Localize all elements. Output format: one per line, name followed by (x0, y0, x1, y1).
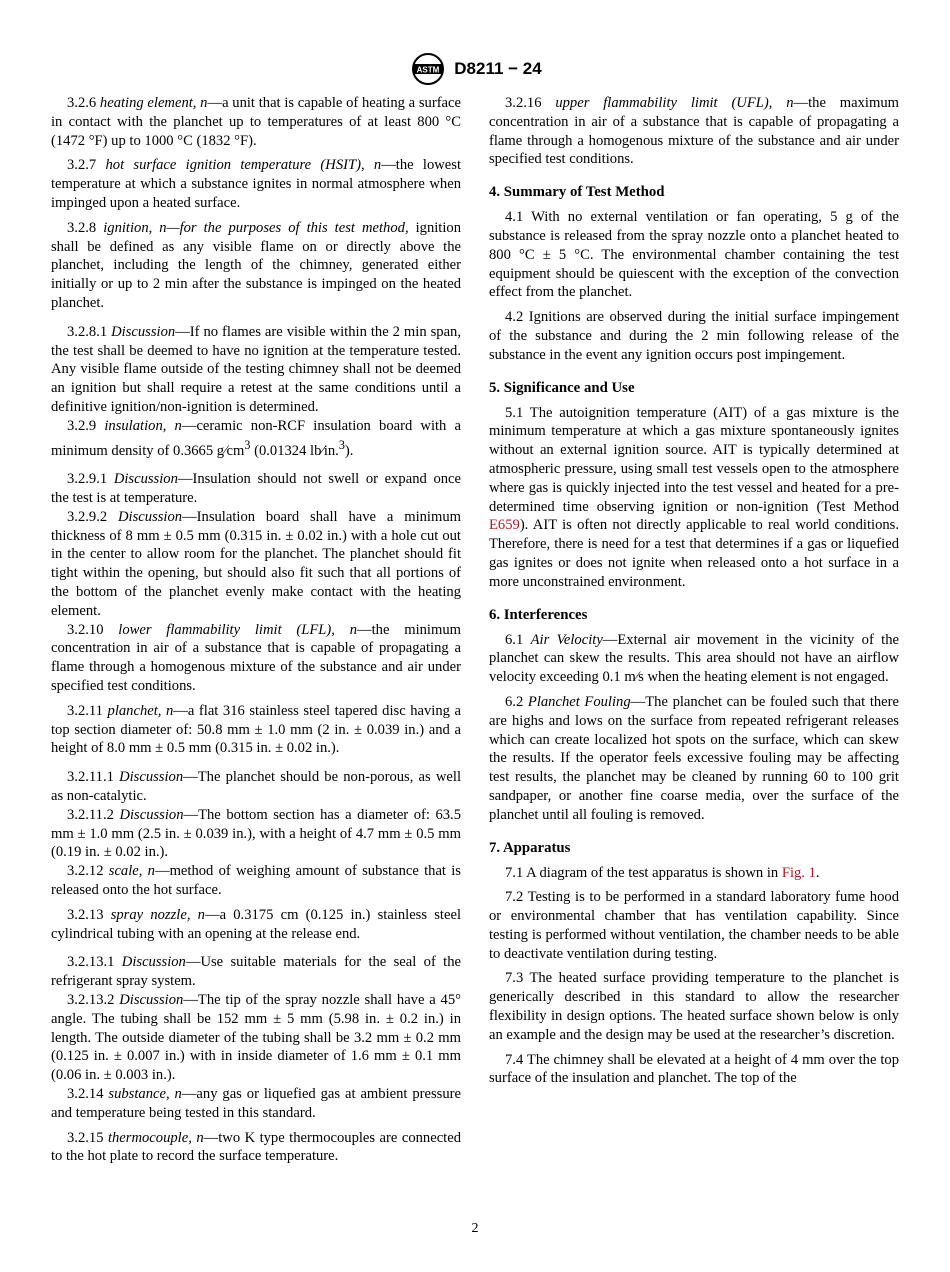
definition-3-2-11: 3.2.11 planchet, n—a flat 316 stainless steel tapered disc having a top section diameter of: 50.8 mm ± 1.0 mm (2 in. ± 0.039 in.) and a height of 8.0 mm ± 0.5 mm (0.315 in. ± 0.02 in.). (51, 702, 461, 757)
link-e659[interactable]: E659 (489, 517, 520, 534)
paragraph-6-2: 6.2 Planchet Fouling—The planchet can be fouled such that there are highs and lows on the surface from repeated refrigerant releases which can create localized hot spots on the surface, which can skew the results. If the operator feels excessive fouling may be affecting test results, the planchet may be cleaned by running 60 to 100 grit sandpaper, or another fine coarse media, over the surface of the planchet until all fouling is removed. (489, 693, 899, 823)
paragraph-4-1: 4.1 With no external ventilation or fan operating, 5 g of the substance is released from the spray nozzle onto a planchet heated to 800 °C ± 5 °C. The environmental chamber containing the test equipment should be quiescent with the exception of the convection effect from the planchet. (489, 209, 899, 301)
left-column (51, 94, 461, 1166)
discussion-3-2-13-2: 3.2.13.2 Discussion—The tip of the spray nozzle shall have a 45° angle. The tubing shall be 152 mm ± 5 mm (5.98 in. ± 0.2 in.) in length. The outside diameter of the tubing shall be 3.2 mm ± 0.2 mm (0.125 in. ± 0.007 in.) with in inside diameter of 1.6 mm ± 0.1 mm (0.06 in. ± 0.003 in.). (51, 991, 461, 1084)
paragraph-4-2: 4.2 Ignitions are observed during the initial surface impingement of the substance and during the 2 min following release of the substance in the event any ignition occurs post impingement. (489, 309, 899, 363)
definition-3-2-6: 3.2.6 heating element, n—a unit that is capable of heating a surface in contact with the planchet up to temperatures of at least 800 °C (1472 °F) up to 1000 °C (1832 °F). (51, 95, 461, 149)
document-id: D8211 − 24 (454, 59, 542, 78)
definition-3-2-8: 3.2.8 ignition, n—for the purposes of this test method, ignition shall be defined as any visible flame on or directly above the planchet, including the length of the chimney, generated either initially or up to 2 min after the substance is impinged on the heated planchet. (51, 219, 462, 311)
page-header (0, 52, 950, 88)
paragraph-7-3: 7.3 The heated surface providing temperature to the planchet is generically described in this standard to allow the researcher flexibility in design options. The heated surface shown below is only an example and the design may be used at the researcher’s discretion. (489, 970, 899, 1043)
section-heading-4: 4. Summary of Test Method (489, 184, 665, 201)
link-fig-1[interactable]: Fig. 1 (781, 864, 816, 881)
paragraph-7-4: 7.4 The chimney shall be elevated at a height of 4 mm over the top surface of the insulation and planchet. The top of the (489, 1051, 899, 1087)
astm-logo-icon (408, 52, 448, 86)
discussion-3-2-11-2: 3.2.11.2 Discussion—The bottom section has a diameter of: 63.5 mm ± 1.0 mm (2.5 in. ± 0.039 in.), with a height of 4.7 mm ± 0.5 mm (0.19 in. ± 0.02 in.). (51, 806, 461, 861)
section-heading-7: 7. Apparatus (489, 839, 571, 856)
definition-3-2-15: 3.2.15 thermocouple, n—two K type thermocouples are connected to the hot plate to record the surface temperature. (51, 1129, 461, 1165)
paragraph-7-1: 7.1 A diagram of the test apparatus is shown in Fig. 1. (505, 864, 820, 881)
definition-3-2-10: 3.2.10 lower flammability limit (LFL), n—the minimum concentration in air of a substance that is capable of propagating a flame through a homogenous mixture of the substance and air under specified test conditions. (51, 621, 461, 694)
discussion-3-2-13-1: 3.2.13.1 Discussion—Use suitable materials for the seal of the refrigerant spray system. (51, 954, 461, 990)
discussion-3-2-9-2: 3.2.9.2 Discussion—Insulation board shall have a minimum thickness of 8 mm ± 0.5 mm (0.315 in. ± 0.02 in.) with a hole cut out in the center to allow room for the planchet. The planchet should fit tight within the opening, but should also fit such that all portions of the bottom of the planchet evenly make contact with the heating element. (51, 508, 461, 619)
definition-3-2-9: 3.2.9 insulation, n—ceramic non-RCF insulation board with a minimum density of 0.3665 $g⁄cm^3$ (0.01324 lb⁄in.$^3$). (51, 417, 461, 459)
definition-3-2-14: 3.2.14 substance, n—any gas or liquefied gas at ambient pressure and temperature being tested in this standard. (51, 1085, 461, 1121)
page-number: 2 (471, 1221, 479, 1236)
section-heading-6: 6. Interferences (489, 606, 588, 623)
discussion-3-2-8-1: 3.2.8.1 Discussion—If no flames are visible within the 2 min span, the test shall be deemed to have no ignition at the temperature tested. Any visible flame outside of the testing chimney shall not be deemed an ignition but shall require a retest at the same conditions until a definitive ignition/non-ignition is determined. (51, 323, 461, 415)
paragraph-6-1: 6.1 Air Velocity—External air movement in the vicinity of the planchet can skew the results. This area should not have an airflow velocity exceeding 0.1 m⁄s when the heating element is not engaged. (489, 631, 899, 686)
definition-3-2-7: 3.2.7 hot surface ignition temperature (HSIT), n—the lowest temperature at which a substance ignites in normal atmosphere when impinged upon a heated surface. (51, 157, 461, 211)
section-heading-5: 5. Significance and Use (489, 379, 635, 396)
paragraph-7-2: 7.2 Testing is to be performed in a standard laboratory fume hood or environmental chamber that has ventilation capability. Since testing is performed without ventilation, the chamber needs to be able to deactivate ventilation during testing. (489, 889, 899, 962)
paragraph-5-1: 5.1 The autoignition temperature (AIT) of a gas mixture is the minimum temperature at which a gas mixture spontaneously ignites without an external ignition source. AIT is typically determined at atmospheric pressure, using small test vessels open to the atmosphere where gas is quickly injected into the test vessel and heated for a pre-determined time observing ignition or non-ignition (Test Method E659). AIT is often not directly applicable to real world conditions. Therefore, there is need for a test that determines if a gas or liquefied gas ignites or does not ignite when released onto a hot surface in a more unconstrained environment. (489, 404, 899, 590)
definition-3-2-16: 3.2.16 upper flammability limit (UFL), n—the maximum concentration in air of a substance that is capable of propagating a flame through a homogenous mixture of the substance and air under specified test conditions. (489, 95, 899, 168)
definition-3-2-13: 3.2.13 spray nozzle, n—a 0.3175 cm (0.125 in.) stainless steel cylindrical tubing with an opening at the release end. (51, 906, 461, 942)
right-column (489, 94, 899, 1088)
discussion-3-2-11-1: 3.2.11.1 Discussion—The planchet should be non-porous, as well as non-catalytic. (51, 769, 461, 804)
definition-3-2-12: 3.2.12 scale, n—method of weighing amount of substance that is released onto the hot surface. (51, 863, 461, 898)
logo-text: ASTM (416, 65, 440, 75)
discussion-3-2-9-1: 3.2.9.1 Discussion—Insulation should not swell or expand once the test is at temperature. (51, 471, 462, 506)
